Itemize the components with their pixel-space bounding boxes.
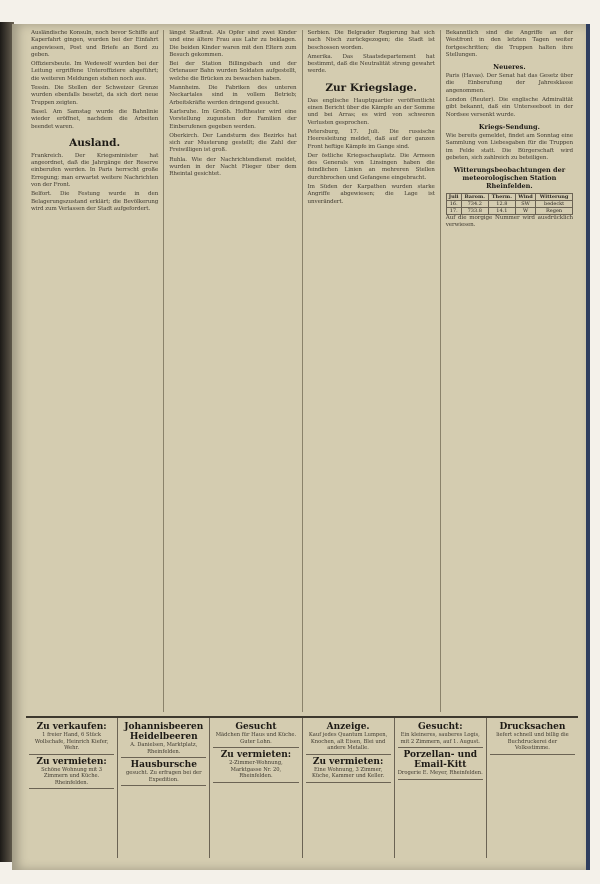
- ad-title: Zu vermieten:: [312, 756, 384, 767]
- paragraph: Auf die morgige Nummer wird ausdrücklich verwiesen.: [445, 215, 573, 229]
- ad-column-5: [395, 718, 487, 858]
- weather-cell: 14.1: [488, 208, 515, 215]
- ad-block: [398, 748, 483, 780]
- weather-row: [446, 201, 572, 208]
- ad-body: 2-Zimmer-Wohnung, Marktgasse Nr. 20, Rheinfelden.: [229, 760, 283, 779]
- ad-title: Hausbursche: [130, 760, 197, 770]
- ad-title: Zu vermieten:: [220, 750, 292, 760]
- ad-block: [213, 720, 298, 748]
- newspaper-page: [12, 24, 590, 870]
- ad-block: [29, 755, 114, 790]
- paragraph: Wie bereits gemeldet, findet am Sonntag eine Sammlung von Liebesgaben für die Truppen im Felde statt. Die Bürgerschaft wird gebeten, sich zahlreich zu beteiligen.: [445, 132, 573, 161]
- column-4: [441, 30, 578, 712]
- paragraph: längst Stadtrat. Als Opfer sind zwei Kinder und eine ältere Frau aus Lahr zu beklagen. Die beiden Kinder waren mit den Eltern zum Besuch gekommen.: [169, 30, 297, 58]
- paragraph: Amerika. Das Staatsdepartement hat bestimmt, daß die Neutralität streng gewahrt werde.: [307, 53, 435, 75]
- weather-cell: 17.: [446, 208, 461, 215]
- ad-title: Anzeige.: [326, 722, 370, 732]
- ad-column-3: [210, 718, 302, 858]
- weather-table: [446, 193, 573, 215]
- paragraph: Ausländische Konsuln, noch bevor Schiffe auf Kaperfahrt gingen, wurden bei der Einfahrt angewiesen, Post und Briefe an Bord zu geben.: [31, 30, 159, 58]
- paragraph: Basel. Am Samstag wurde die Bahnlinie wieder eröffnet, nachdem die Arbeiten beendet waren.: [31, 108, 159, 130]
- advertisements: [26, 716, 578, 858]
- column-2: [164, 30, 302, 712]
- paragraph: Das englische Hauptquartier veröffentlicht einen Bericht über die Kämpfe an der Somme und bei Arras; es wird von schweren Verlusten gesprochen.: [307, 97, 435, 126]
- paragraph: Paris (Havas). Der Senat hat das Gesetz über die Einberufung der Jahresklasse angenommen.: [445, 73, 573, 94]
- weather-table-title: Witterungsbeobachtungen der meteorologischen Station Rheinfelden.: [453, 166, 566, 191]
- ad-body: Mädchen für Haus und Küche. Guter Lohn.: [215, 732, 297, 745]
- ad-column-1: [26, 718, 118, 858]
- ad-block: [121, 720, 206, 758]
- paragraph: Karlsruhe. Im Großh. Hoftheater wird eine Vorstellung zugunsten der Familien der Einberufenen gegeben werden.: [169, 108, 297, 130]
- paragraph: Offiziersbeute. Im Wedewolf wurden bei der Leitung ergriffene Unteroffiziere abgeführt; die weiteren Meldungen stehen noch aus.: [31, 61, 159, 82]
- ad-body: Schöne Wohnung mit 3 Zimmern und Küche. Rheinfelden.: [41, 766, 103, 786]
- ad-block: [306, 720, 391, 755]
- ad-block: [306, 755, 391, 783]
- ad-body: Eine Wohnung, 3 Zimmer, Küche, Kammer und Keller.: [312, 766, 385, 779]
- weather-cell: Regen: [536, 208, 573, 215]
- ad-body: liefert schnell und billig die Buchdruckerei der Volksstimme.: [496, 732, 569, 751]
- ad-block: [29, 720, 114, 755]
- ad-column-4: [303, 718, 395, 858]
- column-1: [26, 30, 164, 712]
- weather-body: [446, 201, 572, 215]
- ad-title: Porzellan- und Email-Kitt: [403, 750, 478, 770]
- ad-block: [490, 720, 575, 755]
- weather-header-cell: Juli: [446, 194, 461, 201]
- ad-block: [121, 758, 206, 786]
- section-heading-kriegslage: Zur Kriegslage.: [325, 81, 417, 94]
- ad-body: Kauf jedes Quantum Lumpen, Knochen, alt Eisen, Blei und andere Metalle.: [308, 732, 388, 751]
- ad-body: A. Danielsen, Marktplatz, Rheinfelden.: [130, 742, 198, 755]
- ad-title: Drucksachen: [499, 722, 566, 732]
- paragraph: Der östliche Kriegsschauplatz. Die Armeen des Generals von Linsingen haben die feindlichen Linien an mehreren Stellen durchbrochen und Gefangene eingebracht.: [307, 152, 435, 181]
- ad-block: [398, 720, 483, 748]
- ad-block: [213, 748, 298, 783]
- ad-title: Johannisbeeren Heidelbeeren: [124, 722, 204, 742]
- paragraph: Bei der Station Billingsbach und der Ortenauer Bahn wurden Soldaten aufgestellt, welche die Brücken zu bewachen haben.: [169, 61, 297, 82]
- section-heading-neueres: Neueres.: [493, 63, 526, 72]
- weather-header-cell: Wind: [515, 194, 535, 201]
- ad-title: Gesucht:: [418, 722, 463, 732]
- paragraph: Ruhla. Wie der Nachrichtendienst meldet, wurden in der Nacht Flieger über dem Rheintal gesichtet.: [169, 156, 297, 178]
- ad-body: Drogerie E. Meyer, Rheinfelden.: [397, 770, 483, 776]
- ad-column-2: [118, 718, 210, 858]
- weather-header-cell: Barom.: [461, 194, 488, 201]
- weather-cell: 16.: [446, 201, 461, 208]
- paragraph: Serbien. Die Belgrader Regierung hat sich nach Nisch zurückgezogen; die Stadt ist beschossen worden.: [307, 30, 435, 51]
- paragraph: Frankreich. Der Kriegsminister hat angeordnet, daß die Jahrgänge der Reserve einberufen werden. In Paris herrscht große Erregung; man erwartet weitere Nachrichten von der Front.: [31, 152, 159, 189]
- article-columns: [26, 30, 578, 712]
- weather-cell: bedeckt: [536, 201, 573, 208]
- paragraph: Petersburg, 17. Juli. Die russische Heeresleitung meldet, daß auf der ganzen Front heftige Kämpfe im Gange sind.: [307, 128, 435, 150]
- paragraph: London (Reuter). Die englische Admiralität gibt bekannt, daß ein Unterseeboot in der Nordsee versenkt wurde.: [445, 97, 573, 118]
- weather-cell: 734.2: [461, 201, 488, 208]
- paragraph: Oberkirch. Der Landsturm des Bezirks hat sich zur Musterung gestellt; die Zahl der Freiwilligen ist groß.: [169, 132, 297, 154]
- column-3: [303, 30, 441, 712]
- weather-cell: SW: [515, 201, 535, 208]
- ad-body: Ein kleineres, sauberes Logis, mit 2 Zimmern, auf 1. August.: [400, 732, 480, 745]
- weather-header-row: [446, 194, 572, 201]
- weather-row: [446, 208, 572, 215]
- paragraph: Mannheim. Die Fabriken des unteren Neckartales sind in vollem Betrieb; Arbeitskräfte werden dringend gesucht.: [169, 85, 297, 106]
- weather-cell: W: [515, 208, 535, 215]
- paragraph: Belfort. Die Festung wurde in den Belagerungszustand erklärt; die Bevölkerung wird zum Verlassen der Stadt aufgefordert.: [31, 191, 159, 212]
- weather-cell: 12.8: [488, 201, 515, 208]
- ad-title: Zu vermieten:: [36, 756, 107, 767]
- weather-cell: 733.8: [461, 208, 488, 215]
- weather-header-cell: Witterung: [536, 194, 573, 201]
- paragraph: Im Süden der Karpathen wurden starke Angriffe abgewiesen; die Lage ist unverändert.: [307, 184, 435, 205]
- paragraph: Bekanntlich sind die Angriffe an der Westfront in den letzten Tagen weiter fortgeschritten; die Truppen halten ihre Stellungen.: [445, 30, 573, 58]
- ad-column-6: [487, 718, 578, 858]
- ad-title: Zu verkaufen:: [36, 722, 107, 732]
- ad-body: gesucht. Zu erfragen bei der Expedition.: [125, 770, 202, 783]
- weather-header-cell: Therm.: [488, 194, 515, 201]
- section-heading-kriegs-sendung: Kriegs-Sendung.: [478, 122, 540, 131]
- ad-body: 1 freier Hand, 6 Stück Wollschafe, Heinrich Kiefer, Wehr.: [34, 732, 109, 751]
- section-heading-ausland: Ausland.: [69, 136, 121, 149]
- ad-title: Gesucht: [235, 722, 277, 732]
- paragraph: Tessin. Die Stellen der Schweizer Grenze wurden ebenfalls besetzt, da sich dort neue Truppen zeigten.: [31, 85, 159, 106]
